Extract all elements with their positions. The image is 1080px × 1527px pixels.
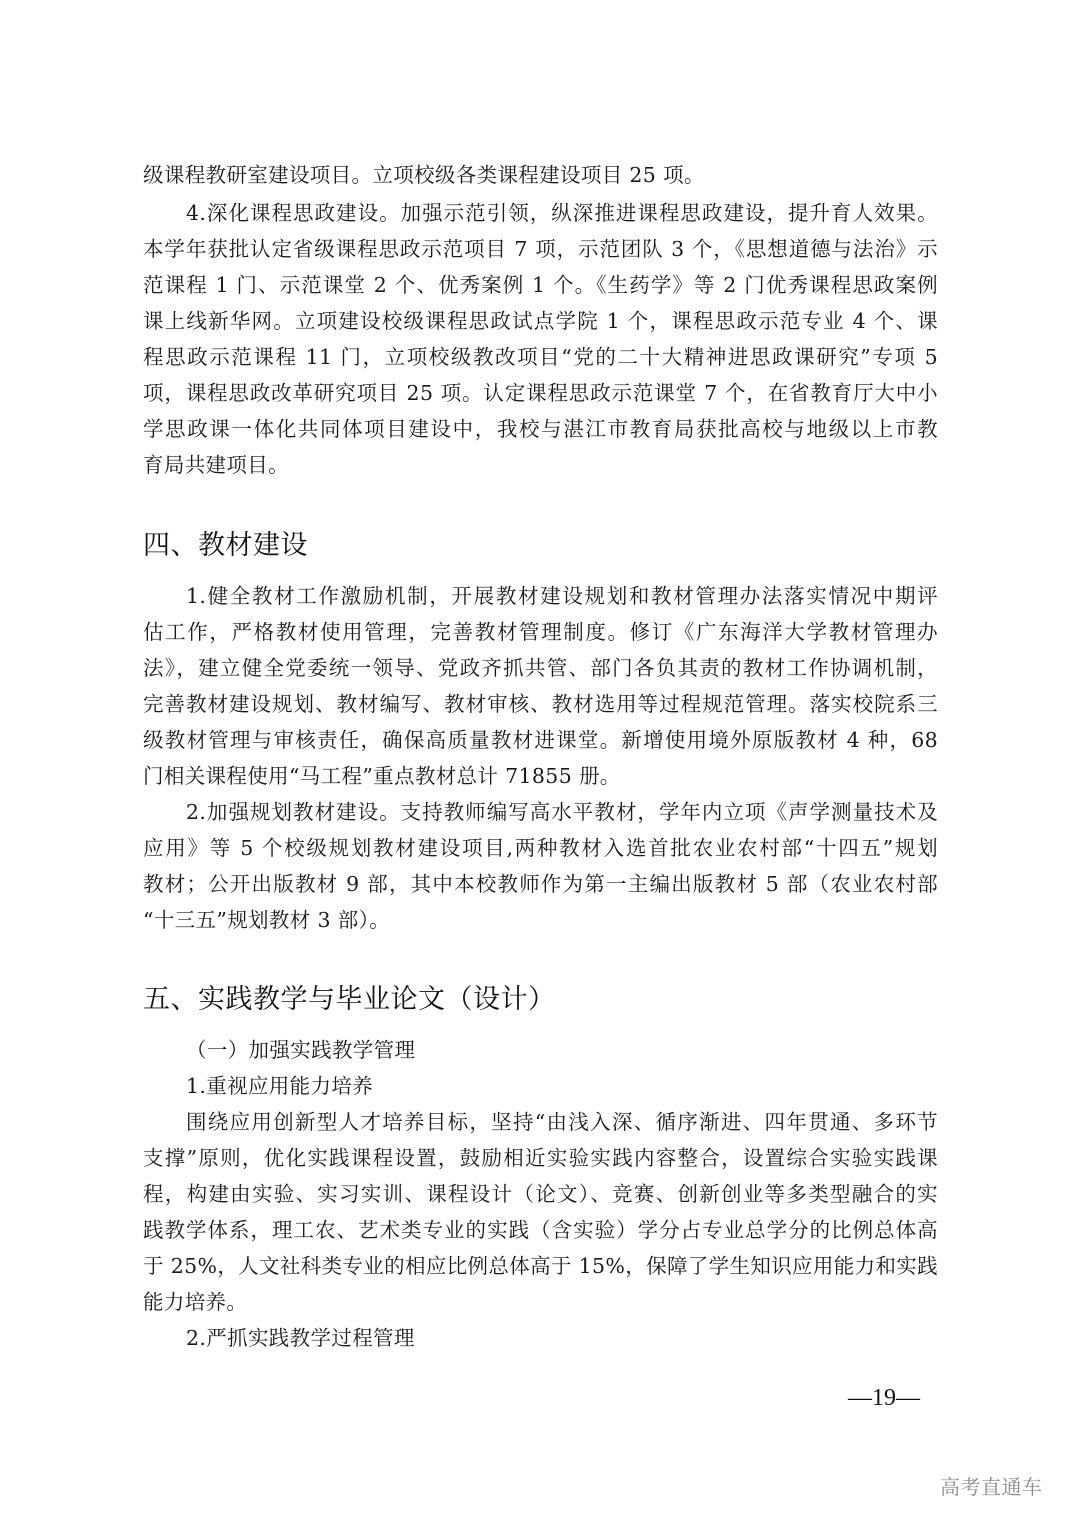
item-title: 2.严抓实践教学过程管理 xyxy=(186,1326,415,1350)
paragraph-continuation-line: 级课程教研室建设项目。立项校级各类课程建设项目 25 项。 xyxy=(143,163,705,187)
paragraph-line: 践教学体系，理工农、艺术类专业的实践（含实验）学分占专业总学分的比例总体高 xyxy=(143,1218,938,1242)
section-heading-practical-teaching: 五、实践教学与毕业论文（设计） xyxy=(143,984,556,1015)
paragraph-line: “十三五”规划教材 3 部）。 xyxy=(143,908,391,932)
paragraph-line: 门相关课程使用“马工程”重点教材总计 71855 册。 xyxy=(143,764,621,788)
paragraph-line: 能力培养。 xyxy=(143,1290,248,1314)
page-number: —19— xyxy=(848,1385,920,1411)
paragraph-line: 估工作，严格教材使用管理，完善教材管理制度。修订《广东海洋大学教材管理办 xyxy=(143,620,938,644)
paragraph-line: 1.健全教材工作激励机制，开展教材建设规划和教材管理办法落实情况中期评 xyxy=(186,584,938,608)
paragraph-line: 4.深化课程思政建设。加强示范引领，纵深推进课程思政建设，提升育人效果。 xyxy=(186,201,938,225)
paragraph-line: 应用》等 5 个校级规划教材建设项目,两种教材入选首批农业农村部“十四五”规划 xyxy=(143,836,938,860)
item-title: 1.重视应用能力培养 xyxy=(186,1074,374,1098)
paragraph-line: 范课程 1 门、示范课堂 2 个、优秀案例 1 个。《生药学》等 2 门优秀课程思政案例 xyxy=(143,273,938,297)
paragraph-line: 完善教材建设规划、教材编写、教材审核、教材选用等过程规范管理。落实校院系三 xyxy=(143,692,938,716)
paragraph-line: 程，构建由实验、实习实训、课程设计（论文）、竞赛、创新创业等多类型融合的实 xyxy=(143,1182,938,1206)
paragraph-line: 围绕应用创新型人才培养目标，坚持“由浅入深、循序渐进、四年贯通、多环节 xyxy=(186,1110,938,1134)
paragraph-line: 支撑”原则，优化实践课程设置，鼓励相近实验实践内容整合，设置综合实验实践课 xyxy=(143,1146,938,1170)
section-heading-textbook-construction: 四、教材建设 xyxy=(143,530,308,561)
paragraph-line: 学思政课一体化共同体项目建设中，我校与湛江市教育局获批高校与地级以上市教 xyxy=(143,417,938,441)
paragraph-line: 教材；公开出版教材 9 部，其中本校教师作为第一主编出版教材 5 部（农业农村部 xyxy=(143,872,938,896)
paragraph-line: 2.加强规划教材建设。支持教师编写高水平教材，学年内立项《声学测量技术及 xyxy=(186,800,938,824)
subsection-heading: （一）加强实践教学管理 xyxy=(186,1038,416,1062)
paragraph-line: 级教材管理与审核责任，确保高质量教材进课堂。新增使用境外原版教材 4 种，68 xyxy=(143,728,938,752)
paragraph-line: 项，课程思政改革研究项目 25 项。认定课程思政示范课堂 7 个，在省教育厅大中小 xyxy=(143,381,938,405)
paragraph-line: 育局共建项目。 xyxy=(143,453,289,477)
paragraph-line: 法》，建立健全党委统一领导、党政齐抓共管、部门各负其责的教材工作协调机制， xyxy=(143,656,938,680)
paragraph-line: 程思政示范课程 11 门，立项校级教改项目“党的二十大精神进思政课研究”专项 5 xyxy=(143,345,938,369)
watermark-text: 高考直通车 xyxy=(940,1475,1043,1499)
paragraph-line: 于 25%，人文社科类专业的相应比例总体高于 15%，保障了学生知识应用能力和实践 xyxy=(143,1254,939,1278)
paragraph-line: 课上线新华网。立项建设校级课程思政试点学院 1 个，课程思政示范专业 4 个、课 xyxy=(143,309,938,333)
paragraph-line: 本学年获批认定省级课程思政示范项目 7 项，示范团队 3 个，《思想道德与法治》示 xyxy=(143,237,938,261)
